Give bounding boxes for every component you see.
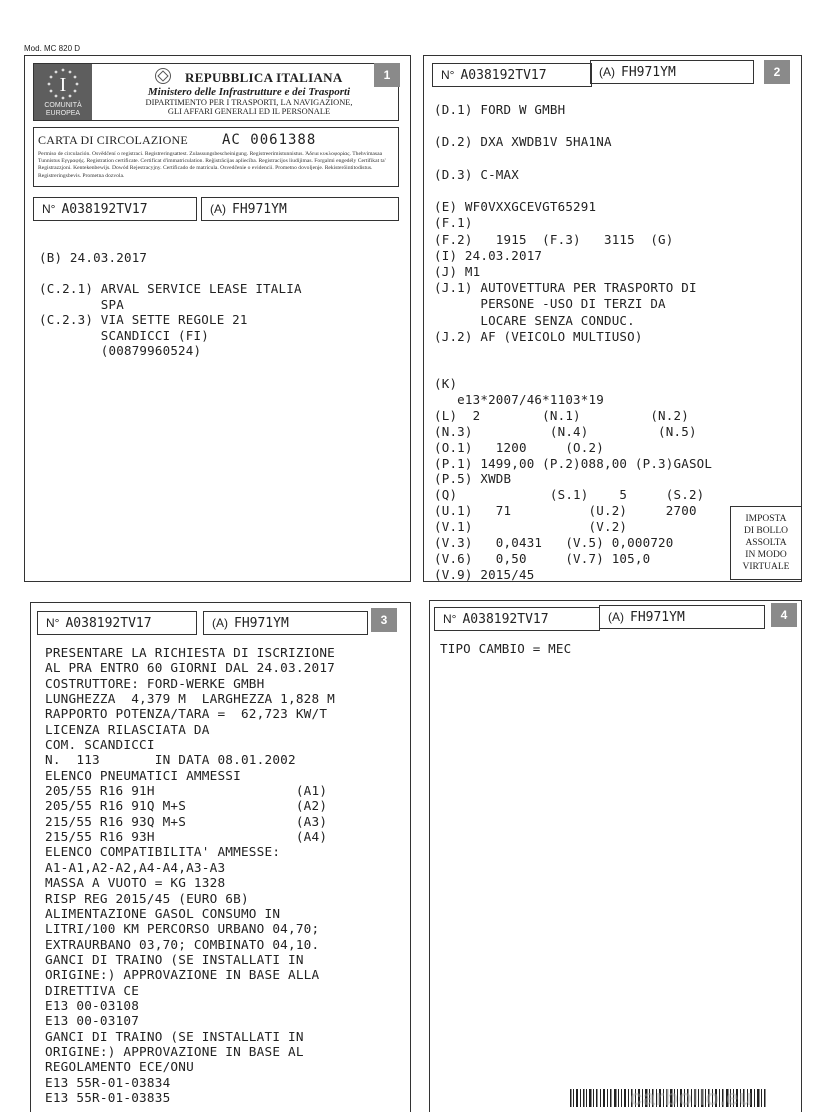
multilingual-caption: Permiso de circulación. Osvědčení o registraci. Registreringsattest. Zulassungsbescheinigung. Registreerimistunnistus. Άδεια κυκλοφορίας. Thehvimasaa Tunnistus Εγγραφής. Registration certificate. Certificat d'immatriculation. Reģistrācijas apliecība. Registracijos liudijimas. Forgalmi engedély Certifikat ta' Registrazzjoni. Kentekenbewijs. Dowód Rejestracyjny. Certificado de matrícula. Osvedčenie o evidencii. Prometno dovoljenje. Rekisteröintitodistus. Registreringsbevis. Prometna dozvola.: [38, 151, 386, 179]
department-name: DIPARTIMENTO PER I TRASPORTI, LA NAVIGAZIONE, GLI AFFARI GENERALI ED IL PERSONALE: [145, 98, 353, 116]
eu-flag: [34, 64, 92, 120]
virtual-stamp-duty-box: IMPOSTA DI BOLLO ASSOLTA IN MODO VIRTUALE: [730, 506, 802, 580]
panel-3-body: PRESENTARE LA RICHIESTA DI ISCRIZIONE AL PRA ENTRO 60 GIORNI DAL 24.03.2017 COSTRUTTORE: FORD-WERKE GMBH LUNGHEZZA 4,379 M LARGHEZZA 1,828 M RAPPORTO POTENZA/TARA = 62,723 KW/T LICENZA RILASCIATA DA COM. SCANDICCI N. 113 IN DATA 08.01.2002 ELENCO PNEUMATICI AMMESSI 205/55 R16 91H (A1) 205/55 R16 91Q M+S (A2) 215/55 R16 93Q M+S (A3) 215/55 R16 93H (A4) ELENCO COMPATIBILITA' AMMESSE: A1-A1,A2-A2,A4-A4,A3-A3 MASSA A VUOTO = KG 1328 RISP REG 2015/45 (EURO 6B) ALIMENTAZIONE GASOL CONSUMO IN LITRI/100 KM PERCORSO URBANO 04,70; EXTRAURBANO 03,70; COMBINATO 04,10. GANCI DI TRAINO (SE INSTALLATI IN ORIGINE:) APPROVAZIONE IN BASE ALLA DIRETTIVA CE E13 00-03108 E13 00-03107 GANCI DI TRAINO (SE INSTALLATI IN ORIGINE:) APPROVAZIONE IN BASE AL REGOLAMENTO ECE/ONU E13 55R-01-03834 E13 55R-01-03835: [45, 645, 336, 1105]
panel-1: [24, 55, 411, 582]
eu-label: COMUNITÀ EUROPEA: [44, 102, 82, 117]
panel-4-body: TIPO CAMBIO = MEC: [440, 641, 572, 656]
section-number-4: 4: [771, 603, 797, 627]
header-box: [33, 63, 399, 121]
registration-number-box: N° A038192TV17: [33, 197, 197, 221]
watermark: carbollo.eu: [630, 1085, 753, 1110]
panel-2: [423, 55, 802, 582]
plate-box: (A) FH971YM: [590, 60, 754, 84]
plate-box: (A) FH971YM: [201, 197, 399, 221]
panel-1-body: (B) 24.03.2017 (C.2.1) ARVAL SERVICE LEASE ITALIA SPA (C.2.3) VIA SETTE REGOLE 21 SCANDICCI (FI) (00879960524): [39, 250, 302, 358]
eu-country-letter: I: [59, 74, 67, 96]
plate-box: (A) FH971YM: [599, 605, 765, 629]
document-title-box: [33, 127, 399, 187]
section-number-1: 1: [374, 63, 400, 87]
emblem-icon: [155, 68, 171, 84]
registration-number-box: N° A038192TV17: [37, 611, 197, 635]
panel-2-body-top: (D.1) FORD W GMBH (D.2) DXA XWDB1V 5HA1NA (D.3) C-MAX (E) WF0VXXGCEVGT65291 (F.1) (F.2) 1915 (F.3) 3115 (G) (I) 24.03.2017 (J) M1 (J.1) AUTOVETTURA PER TRASPORTO DI PERSONE -USO DI TERZI DA LOCARE SENZA CONDUC. (J.2) AF (VEICOLO MULTIUSO): [434, 102, 697, 344]
registration-number-box: N° A038192TV17: [432, 63, 592, 87]
form-code: Mod. MC 820 D: [24, 44, 81, 53]
section-number-2: 2: [764, 60, 790, 84]
panel-2-body-bottom: (K) e13*2007/46*1103*19 (L) 2 (N.1) (N.2) (N.3) (N.4) (N.5) (O.1) 1200 (O.2) (P.1) 1499,00 (P.2)088,00 (P.3)GASOL (P.5) XWDB (Q) (S.1) 5 (S.2) (U.1) 71 (U.2) 2700 (V.1) (V.2) (V.3) 0,0431 (V.5) 0,000720 (V.6) 0,50 (V.7) 105,0 (V.9) 2015/45: [434, 376, 713, 582]
section-number-3: 3: [371, 608, 397, 632]
panel-3: [30, 602, 411, 1112]
panel-4: [429, 600, 802, 1112]
republic-title: REPUBBLICA ITALIANA: [114, 67, 384, 86]
ministry-name: Ministero delle Infrastrutture e dei Trasporti: [147, 86, 351, 98]
document-number: AC 0061388: [222, 132, 317, 148]
document-title: CARTA DI CIRCOLAZIONE: [38, 133, 188, 147]
plate-box: (A) FH971YM: [203, 611, 368, 635]
registration-number-box: N° A038192TV17: [434, 607, 600, 631]
